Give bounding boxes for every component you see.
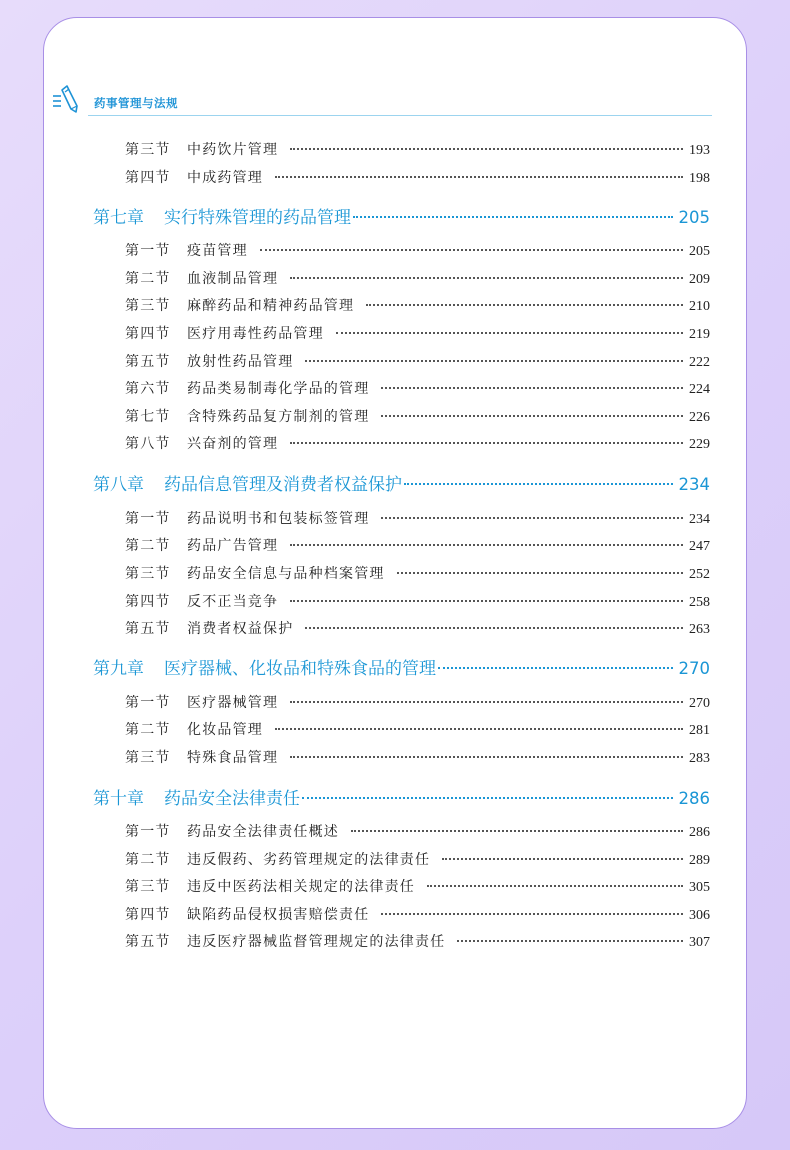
- chapter-number: 第七章: [93, 208, 144, 228]
- section-number: 第八节: [125, 436, 171, 452]
- dot-leader: [305, 360, 683, 362]
- section-title: 药品安全法律责任概述: [187, 824, 339, 840]
- section-title: 疫苗管理: [187, 243, 248, 259]
- page-number: 258: [689, 595, 710, 610]
- dot-leader: [438, 667, 673, 669]
- toc-section-entry[interactable]: [125, 406, 710, 426]
- toc-section-entry[interactable]: [125, 563, 710, 583]
- dot-leader: [351, 830, 683, 832]
- dot-leader: [353, 216, 673, 218]
- toc-section-entry[interactable]: [125, 167, 710, 187]
- section-number: 第三节: [125, 298, 171, 314]
- section-title: 反不正当竞争: [187, 594, 279, 610]
- dot-leader: [290, 442, 683, 444]
- page-number: 210: [689, 299, 710, 314]
- section-number: 第六节: [125, 381, 171, 397]
- dot-leader: [290, 544, 683, 546]
- section-title: 消费者权益保护: [187, 621, 294, 637]
- dot-leader: [260, 249, 683, 251]
- page-number: 286: [689, 825, 710, 840]
- pen-notes-icon: [52, 84, 82, 116]
- section-title: 特殊食品管理: [187, 750, 279, 766]
- toc-section-entry[interactable]: [125, 747, 710, 767]
- dot-leader: [290, 277, 683, 279]
- page-number: 263: [689, 622, 710, 637]
- toc-chapter-entry[interactable]: [93, 203, 710, 227]
- page-number: 205: [678, 208, 710, 227]
- section-number: 第五节: [125, 934, 171, 950]
- section-number: 第四节: [125, 170, 171, 186]
- chapter-number: 第八章: [93, 475, 144, 495]
- dot-leader: [290, 148, 683, 150]
- section-title: 麻醉药品和精神药品管理: [187, 298, 355, 314]
- page-number: 247: [689, 539, 710, 554]
- section-number: 第二节: [125, 852, 171, 868]
- chapter-title: 医疗器械、化妆品和特殊食品的管理: [164, 659, 436, 679]
- dot-leader: [336, 332, 683, 334]
- toc-section-entry[interactable]: [125, 931, 710, 951]
- dot-leader: [427, 885, 683, 887]
- dot-leader: [290, 600, 683, 602]
- section-number: 第三节: [125, 750, 171, 766]
- page-number: 283: [689, 751, 710, 766]
- page-number: 289: [689, 853, 710, 868]
- page-number: 307: [689, 935, 710, 950]
- dot-leader: [457, 940, 683, 942]
- section-number: 第七节: [125, 409, 171, 425]
- page-number: 286: [678, 789, 710, 808]
- section-title: 中成药管理: [187, 170, 263, 186]
- toc-section-entry[interactable]: [125, 323, 710, 343]
- toc-section-entry[interactable]: [125, 535, 710, 555]
- book-title: 药事管理与法规: [94, 96, 178, 110]
- section-number: 第一节: [125, 824, 171, 840]
- page-number: 229: [689, 437, 710, 452]
- page-number: 252: [689, 567, 710, 582]
- page-number: 281: [689, 723, 710, 738]
- section-number: 第四节: [125, 326, 171, 342]
- dot-leader: [381, 387, 683, 389]
- toc-chapter-entry[interactable]: [93, 654, 710, 678]
- page-number: 193: [689, 143, 710, 158]
- page-number: 198: [689, 171, 710, 186]
- chapter-title: 实行特殊管理的药品管理: [164, 208, 351, 228]
- dot-leader: [302, 797, 673, 799]
- section-number: 第五节: [125, 621, 171, 637]
- section-title: 化妆品管理: [187, 722, 263, 738]
- dot-leader: [442, 858, 683, 860]
- section-title: 违反假药、劣药管理规定的法律责任: [187, 852, 431, 868]
- page-number: 224: [689, 382, 710, 397]
- toc-section-entry[interactable]: [125, 508, 710, 528]
- toc-section-entry[interactable]: [125, 139, 710, 159]
- page-number: 205: [689, 244, 710, 259]
- toc-section-entry[interactable]: [125, 821, 710, 841]
- chapter-number: 第十章: [93, 789, 144, 809]
- dot-leader: [275, 176, 683, 178]
- section-title: 医疗器械管理: [187, 695, 279, 711]
- chapter-title: 药品安全法律责任: [164, 789, 300, 809]
- page-number: 226: [689, 410, 710, 425]
- section-title: 药品类易制毒化学品的管理: [187, 381, 370, 397]
- section-number: 第一节: [125, 511, 171, 527]
- toc-section-entry[interactable]: [125, 876, 710, 896]
- dot-leader: [366, 304, 683, 306]
- chapter-number: 第九章: [93, 659, 144, 679]
- section-title: 兴奋剂的管理: [187, 436, 279, 452]
- dot-leader: [290, 701, 683, 703]
- section-number: 第四节: [125, 594, 171, 610]
- dot-leader: [305, 627, 683, 629]
- page-number: 270: [689, 696, 710, 711]
- section-title: 药品安全信息与品种档案管理: [187, 566, 385, 582]
- toc-chapter-entry[interactable]: [93, 784, 710, 808]
- section-number: 第三节: [125, 142, 171, 158]
- section-title: 缺陷药品侵权损害赔偿责任: [187, 907, 370, 923]
- dot-leader: [404, 483, 673, 485]
- toc-section-entry[interactable]: [125, 351, 710, 371]
- section-number: 第一节: [125, 695, 171, 711]
- page-number: 222: [689, 355, 710, 370]
- toc-section-entry[interactable]: [125, 240, 710, 260]
- section-title: 违反医疗器械监督管理规定的法律责任: [187, 934, 446, 950]
- toc-section-entry[interactable]: [125, 268, 710, 288]
- section-title: 药品广告管理: [187, 538, 279, 554]
- toc-section-entry[interactable]: [125, 295, 710, 315]
- page-number: 234: [689, 512, 710, 527]
- page-number: 270: [678, 659, 710, 678]
- section-number: 第三节: [125, 879, 171, 895]
- section-number: 第三节: [125, 566, 171, 582]
- section-number: 第二节: [125, 271, 171, 287]
- page-number: 209: [689, 272, 710, 287]
- section-title: 医疗用毒性药品管理: [187, 326, 324, 342]
- section-title: 含特殊药品复方制剂的管理: [187, 409, 370, 425]
- toc-section-entry[interactable]: [125, 692, 710, 712]
- section-title: 药品说明书和包装标签管理: [187, 511, 370, 527]
- dot-leader: [381, 913, 683, 915]
- toc-chapter-entry[interactable]: [93, 470, 710, 494]
- section-number: 第二节: [125, 722, 171, 738]
- page-number: 305: [689, 880, 710, 895]
- section-title: 放射性药品管理: [187, 354, 294, 370]
- section-number: 第一节: [125, 243, 171, 259]
- dot-leader: [397, 572, 683, 574]
- toc-section-entry[interactable]: [125, 618, 710, 638]
- section-number: 第二节: [125, 538, 171, 554]
- chapter-title: 药品信息管理及消费者权益保护: [164, 475, 402, 495]
- toc-section-entry[interactable]: [125, 591, 710, 611]
- page-number: 234: [678, 475, 710, 494]
- running-header: [52, 84, 712, 118]
- section-title: 中药饮片管理: [187, 142, 279, 158]
- dot-leader: [381, 415, 683, 417]
- toc-section-entry[interactable]: [125, 719, 710, 739]
- dot-leader: [275, 728, 683, 730]
- section-number: 第四节: [125, 907, 171, 923]
- page-number: 306: [689, 908, 710, 923]
- toc-section-entry[interactable]: [125, 849, 710, 869]
- page-number: 219: [689, 327, 710, 342]
- header-divider: [88, 115, 712, 116]
- toc-section-entry[interactable]: [125, 904, 710, 924]
- toc-section-entry[interactable]: [125, 433, 710, 453]
- toc-section-entry[interactable]: [125, 378, 710, 398]
- dot-leader: [290, 756, 683, 758]
- section-title: 违反中医药法相关规定的法律责任: [187, 879, 415, 895]
- section-number: 第五节: [125, 354, 171, 370]
- dot-leader: [381, 517, 683, 519]
- section-title: 血液制品管理: [187, 271, 279, 287]
